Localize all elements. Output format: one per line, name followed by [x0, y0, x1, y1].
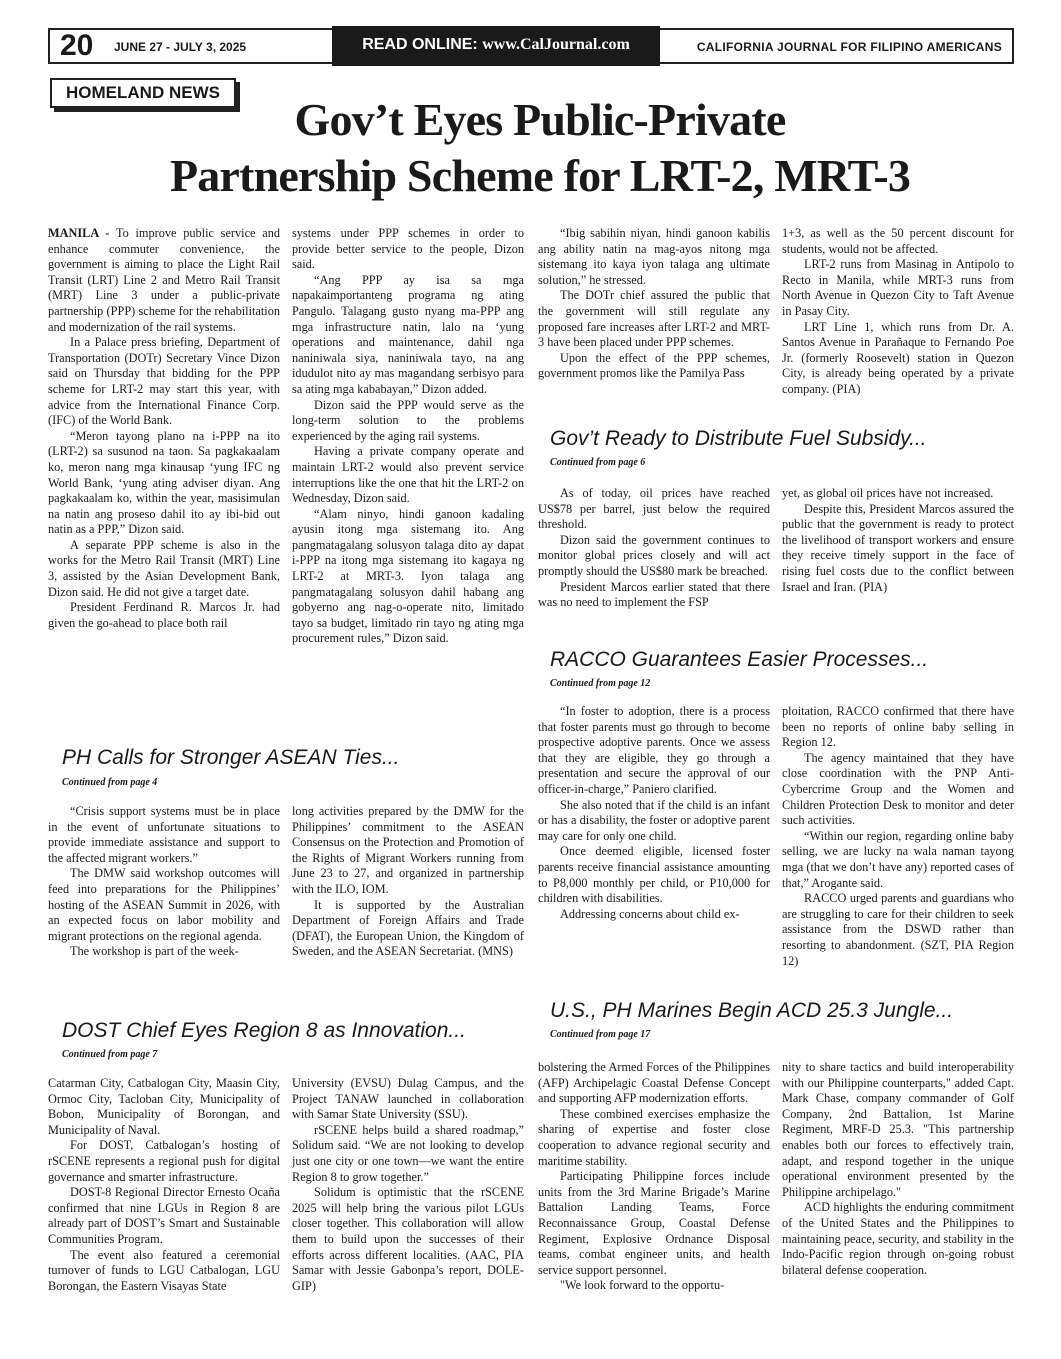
asean-article-headline: PH Calls for Stronger ASEAN Ties... — [62, 746, 400, 769]
paragraph: ACD highlights the enduring commitment of the United States and the Philippines to maintaining peace, security, and stability in the Indo-Pacific region through on-going robust bilateral defense cooperation. — [782, 1200, 1014, 1277]
asean-article-col2 — [292, 804, 524, 960]
paragraph: “Ibig sabihin niyan, hindi ganoon kabilis ang ability natin na mag-ayos nitong mga sistemang ito kaya iyon talaga ang ultimate solution,” he stressed. — [538, 226, 770, 287]
paragraph: The agency maintained that they have close coordination with the PNP Anti-Cybercrime Group and the Women and Children Protection Desk to monitor and deter such activities. — [782, 750, 1014, 828]
dost-article-col1 — [48, 1076, 280, 1294]
paragraph: Upon the effect of the PPP schemes, government promos like the Pamilya Pass — [538, 350, 770, 381]
paragraph: rSCENE helps build a shared roadmap,” Solidum said. “We are not looking to develop just one city or one town—we want the entire Region 8 to grow together.” — [292, 1122, 524, 1184]
paragraph: Catarman City, Catbalogan City, Maasin City, Ormoc City, Tacloban City, Municipality of Bobon, Municipality of Borongan, and Municipality of Naval. — [48, 1076, 280, 1137]
paragraph: Addressing concerns about child ex- — [560, 906, 740, 921]
paragraph: Once deemed eligible, licensed foster parents receive financial assistance amounting to P8,000 monthly per child, or P10,000 for children with disabilities. — [538, 844, 770, 906]
racco-article-headline: RACCO Guarantees Easier Processes... — [550, 648, 929, 671]
paragraph: nity to share tactics and build interoperability with our Philippine counterparts," added Capt. Mark Chase, company commander of Golf Company, 2nd Battalion, 1st Marine Regiment, MRF-D 25.3. "This partnership enables both our forces to effectively train, adapt, and respond together in the unique operational environment presented by the Philippine archipelago." — [782, 1060, 1014, 1199]
fuel-continued-note: Continued from page 6 — [550, 457, 646, 468]
paragraph: For DOST, Catbalogan’s hosting of rSCENE represents a regional push for digital governance and smarter infrastructure. — [48, 1138, 280, 1184]
paragraph: systems under PPP schemes in order to provide better service to the people, Dizon said. — [292, 226, 524, 272]
asean-continued-note: Continued from page 4 — [62, 777, 158, 788]
paragraph: “In foster to adoption, there is a process that foster parents must go through to become prospective adoptive parents. Once we assess that they are eligible, they go through a presentation and secure the approval of our officer-in-charge,” Paniero clarified. — [538, 704, 770, 796]
dost-continued-note: Continued from page 7 — [62, 1049, 158, 1060]
issue-date: JUNE 27 - JULY 3, 2025 — [114, 40, 247, 54]
marines-article-col1 — [538, 1060, 770, 1294]
paragraph: “Alam ninyo, hindi ganoon kadaling ayusin itong mga sistemang ito. Ang pangmatagalang solusyon talaga dito ay dapat i-PPP na itong mga sistemang ito kagaya ng LRT-2 at MRT-3. Iyon talaga ang pangmatagalang solusyon dahil habang ang gobyerno ang nag-o-operate nito, limitado tayo sa budget, limitado rin tayo ng ating mga procurement rules,” Dizon said. — [292, 506, 524, 646]
paragraph: “Meron tayong plano na i-PPP na ito (LRT-2) sa susunod na taon. Sa pagkakaalam ko, meron nang mga kinausap ‘yung IFC ng World Bank, ‘yung ating adviser diyan. Ang pagkakaalam ko, within the year, masisimulan na natin ang proseso dahil ito ay ibi-bid out natin as a PPP,” Dizon said. — [48, 428, 280, 537]
main-article-col4 — [782, 226, 1014, 398]
paragraph: Having a private company operate and maintain LRT-2 would also prevent service interruptions like the one that hit the LRT-2 on Wednesday, Dizon said. — [292, 444, 524, 506]
paragraph: As of today, oil prices have reached US$78 per barrel, just below the required threshold. — [538, 486, 770, 532]
paragraph: “Ang PPP ay isa sa mga napakaimportanteng programa ng ating Pangulo. Talagang gusto nyang ma-PPP ang mga infrastructure natin, lalo na ‘yung operations and maintenance, dahil nga naniniwala siya, naniniwala tayo, na ang idudulot nito ay mas magandang serbisyo para sa ating mga kababayan,” Dizon added. — [292, 272, 524, 396]
read-online-label: READ ONLINE: — [362, 36, 478, 53]
paragraph: Participating Philippine forces include units from the 3rd Marine Brigade’s Marine Battalion Landing Teams, Force Reconnaissance Group, Coastal Defense Regiment, Explosive Ordnance Disposal teams, combat engineer units, and health service support personnel. — [538, 1169, 770, 1277]
paragraph: The workshop is part of the week- — [70, 944, 239, 959]
paragraph: Despite this, President Marcos assured the public that the government is ready to protect the livelihood of transport workers and ensure they receive timely support in the face of rising fuel costs due to the conflict between Israel and Iran. (PIA) — [782, 501, 1014, 594]
fuel-article-col1 — [538, 486, 770, 611]
dost-article-headline: DOST Chief Eyes Region 8 as Innovation... — [62, 1019, 466, 1042]
paragraph: LRT Line 1, which runs from Dr. A. Santos Avenue in Parañaque to Fernando Poe Jr. (formerly Roosevelt) station in Quezon City, is already being operated by a private company. (PIA) — [782, 319, 1014, 396]
main-article-col2 — [292, 226, 524, 647]
paragraph: LRT-2 runs from Masinag in Antipolo to Recto in Manila, while MRT-3 runs from North Avenue in Quezon City to Taft Avenue in Pasay City. — [782, 257, 1014, 318]
marines-continued-note: Continued from page 17 — [550, 1029, 651, 1040]
marines-article-col2 — [782, 1060, 1014, 1278]
paragraph: “Crisis support systems must be in place in the event of unfortunate situations to provide immediate assistance and support to the affected migrant workers.” — [48, 804, 280, 865]
paragraph: In a Palace press briefing, Department of Transportation (DOTr) Secretary Vince Dizon said on Thursday that bidding for the PPP scheme for LRT-2 may start this year, with advice from the International Finance Corp. (IFC) of the World Bank. — [48, 335, 280, 428]
paragraph: The event also featured a ceremonial turnover of funds to LGU Catbalogan, LGU Borongan, the Eastern Visayas State — [48, 1247, 280, 1293]
paragraph: Dizon said the PPP would serve as the long-term solution to the problems experienced by the aging rail systems. — [292, 397, 524, 443]
paragraph: “Within our region, regarding online baby selling, we are lucky na wala naman tayong mga (that we don’t have any) reported cases of that,” Arogante said. — [782, 828, 1014, 890]
paragraph: President Ferdinand R. Marcos Jr. had given the go-ahead to place both rail — [48, 600, 280, 630]
paragraph: University (EVSU) Dulag Campus, and the Project TANAW launched in collaboration with Samar State University (SSU). — [292, 1076, 524, 1122]
read-online-banner[interactable] — [332, 26, 660, 66]
paragraph: "We look forward to the opportu- — [560, 1278, 725, 1293]
page-number: 20 — [60, 29, 94, 62]
racco-article-col1 — [538, 704, 770, 922]
paragraph: Solidum is optimistic that the rSCENE 2025 will help bring the various pilot LGUs closer together. This collaboration will allow them to build upon the successes of their efforts across different localities. (AAC, PIA Samar with Jessie Gabonpa’s report, DOLE-GIP) — [292, 1185, 524, 1293]
paragraph: yet, as global oil prices have not increased. — [782, 486, 994, 500]
paragraph: These combined exercises emphasize the sharing of expertise and foster close cooperation to advance regional security and maritime stability. — [538, 1106, 770, 1168]
racco-continued-note: Continued from page 12 — [550, 678, 651, 689]
paragraph: Dizon said the government continues to monitor global prices closely and will act promptly should the US$80 mark be breached. — [538, 532, 770, 578]
fuel-article-headline: Gov’t Ready to Distribute Fuel Subsidy... — [550, 427, 927, 450]
asean-article-col1 — [48, 804, 280, 960]
fuel-article-col2 — [782, 486, 1014, 595]
paragraph: long activities prepared by the DMW for the Philippines’ commitment to the ASEAN Consensus on the Protection and Promotion of the Rights of Migrant Workers running from June 23 to 27, and organized in partnership with the ILO, IOM. — [292, 804, 524, 896]
main-headline: Gov’t Eyes Public-Private Partnership Scheme for LRT-2, MRT-3 — [169, 94, 911, 201]
racco-article-col2 — [782, 704, 1014, 969]
masthead — [48, 28, 1014, 64]
marines-article-headline: U.S., PH Marines Begin ACD 25.3 Jungle... — [550, 999, 954, 1022]
dateline: MANILA - — [48, 226, 110, 240]
paragraph: ploitation, RACCO confirmed that there have been no reports of online baby selling in Region 12. — [782, 704, 1014, 750]
website-link[interactable]: www.CalJournal.com — [482, 36, 630, 53]
paragraph: It is supported by the Australian Department of Foreign Affairs and Trade (DFAT), the European Union, the Kingdom of Sweden, and the ASEAN Secretariat. (MNS) — [292, 897, 524, 959]
main-article-col1 — [48, 226, 280, 631]
dost-article-col2 — [292, 1076, 524, 1294]
paragraph: A separate PPP scheme is also in the works for the Metro Rail Transit (MRT) Line 3, assisted by the Asian Development Bank, Dizon said. He did not give a target date. — [48, 537, 280, 599]
paragraph: The DMW said workshop outcomes will feed into preparations for the Philippines’ hosting of the ASEAN Summit in 2026, with an expected focus on labor mobility and migrant protections on the regional agenda. — [48, 866, 280, 943]
paragraph: RACCO urged parents and guardians who are struggling to care for their children to seek assistance from the DSWD rather than resorting to abandonment. (SZT, PIA Region 12) — [782, 891, 1014, 968]
paragraph: DOST-8 Regional Director Ernesto Ocaña confirmed that nine LGUs in Region 8 are already part of DOST’s Smart and Sustainable Communities Program. — [48, 1185, 280, 1246]
paragraph: MANILA - To improve public service and enhance commuter convenience, the government is aiming to place the Light Rail Transit (LRT) Line 2 and Metro Rail Transit (MRT) Line 3 under a public-private partnership (PPP) scheme for the rehabilitation and modernization of the rail systems. — [48, 226, 281, 334]
section-label: HOMELAND NEWS — [50, 78, 236, 108]
main-article-col3 — [538, 226, 770, 382]
paragraph: President Marcos earlier stated that there was no need to implement the FSP — [538, 579, 770, 610]
paragraph: The DOTr chief assured the public that the government will still regulate any proposed fare increases after LRT-2 and MRT-3 have been placed under PPP schemes. — [538, 288, 770, 350]
paragraph: 1+3, as well as the 50 percent discount for students, would not be affected. — [782, 226, 1014, 256]
publication-name: CALIFORNIA JOURNAL FOR FILIPINO AMERICANS — [696, 40, 1002, 54]
paragraph: She also noted that if the child is an infant or has a disability, the foster or adoptive parent may care for only one child. — [538, 797, 770, 843]
paragraph: bolstering the Armed Forces of the Philippines (AFP) Archipelagic Coastal Defense Concept and supporting AFP modernization efforts. — [538, 1060, 770, 1106]
